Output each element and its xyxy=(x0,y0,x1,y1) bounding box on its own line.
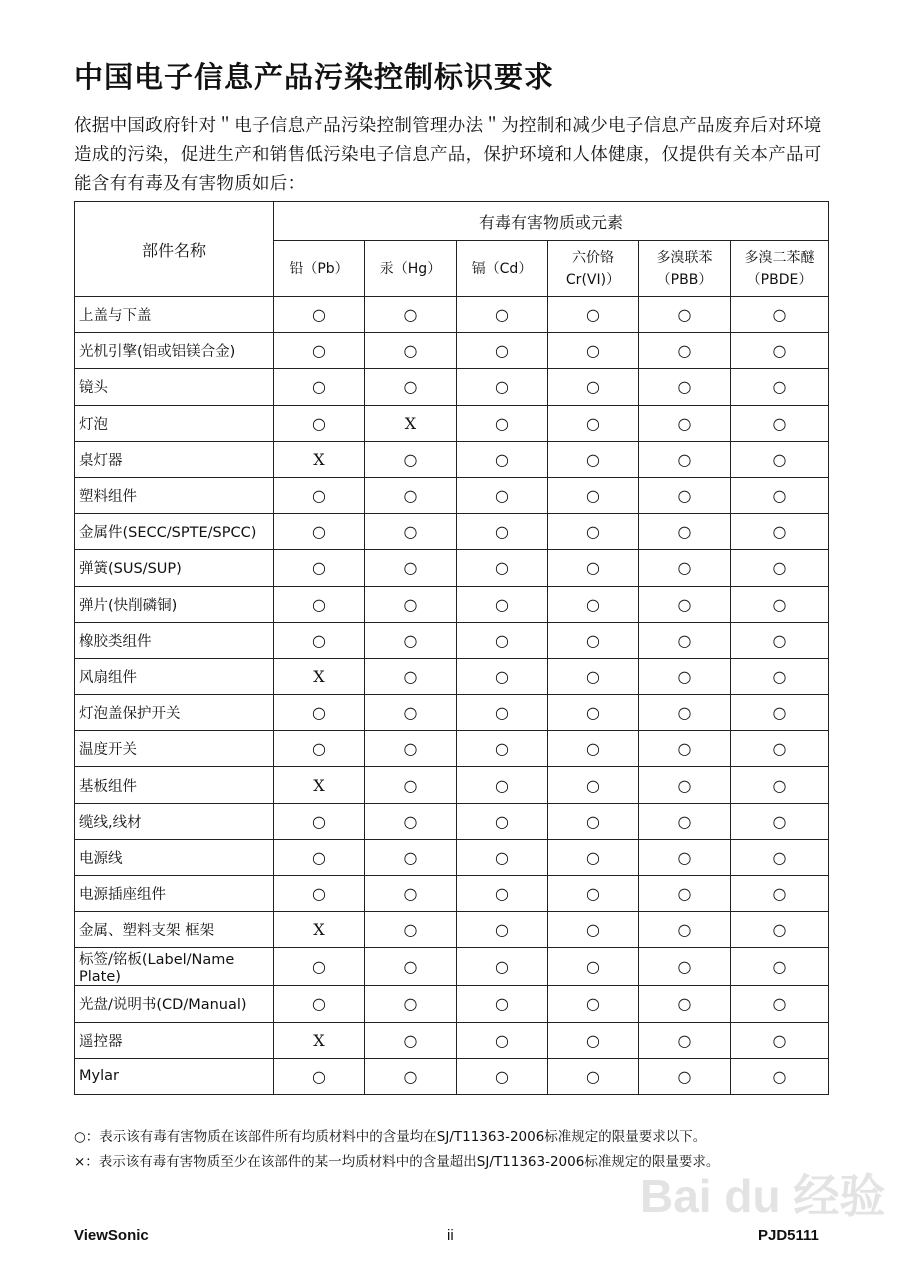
substance-cell: ○ xyxy=(274,477,365,513)
substance-cell: ○ xyxy=(365,876,457,912)
substance-cell: ○ xyxy=(365,948,457,986)
substance-cell: ○ xyxy=(457,986,548,1022)
substance-cell: ○ xyxy=(274,297,365,333)
part-name: 上盖与下盖 xyxy=(75,297,274,333)
substance-cell: ○ xyxy=(548,441,639,477)
substance-cell: ○ xyxy=(639,405,731,441)
substance-cell: ○ xyxy=(457,695,548,731)
substance-cell: ○ xyxy=(639,767,731,803)
substance-cell: ○ xyxy=(639,1022,731,1058)
table-row xyxy=(75,333,829,369)
substance-cell: ○ xyxy=(457,1058,548,1094)
substance-cell: ○ xyxy=(365,297,457,333)
table-row xyxy=(75,297,829,333)
part-name: 金属件(SECC/SPTE/SPCC) xyxy=(75,514,274,550)
table-row xyxy=(75,695,829,731)
substance-cell: ○ xyxy=(457,803,548,839)
substance-cell: ○ xyxy=(365,622,457,658)
column-header xyxy=(639,241,731,297)
substance-cell: ○ xyxy=(457,622,548,658)
column-header xyxy=(457,241,548,297)
table-row xyxy=(75,731,829,767)
substance-cell: X xyxy=(274,912,365,948)
substance-cell: ○ xyxy=(365,1022,457,1058)
substance-cell: ○ xyxy=(639,550,731,586)
substance-cell: X xyxy=(274,767,365,803)
substance-cell: ○ xyxy=(731,948,829,986)
substance-cell: ○ xyxy=(365,441,457,477)
table-row xyxy=(75,441,829,477)
substance-cell: ○ xyxy=(457,550,548,586)
part-name: 光盘/说明书(CD/Manual) xyxy=(75,986,274,1022)
substance-cell: ○ xyxy=(365,514,457,550)
part-name: 风扇组件 xyxy=(75,658,274,694)
substance-cell: ○ xyxy=(548,948,639,986)
substance-cell: ○ xyxy=(274,622,365,658)
substance-cell: ○ xyxy=(731,803,829,839)
part-name: 光机引擎(铝或铝镁合金) xyxy=(75,333,274,369)
table-row xyxy=(75,369,829,405)
table-row xyxy=(75,876,829,912)
table-row xyxy=(75,948,829,986)
note-circle: ○：表示该有毒有害物质在该部件所有均质材料中的含量均在SJ/T11363-2006标准规定的限量要求以下。 xyxy=(74,1129,707,1145)
substance-cell: ○ xyxy=(639,586,731,622)
substance-cell: ○ xyxy=(365,658,457,694)
table-row xyxy=(75,477,829,513)
substance-cell: ○ xyxy=(457,297,548,333)
substance-cell: ○ xyxy=(365,586,457,622)
part-name: 弹簧(SUS/SUP) xyxy=(75,550,274,586)
substance-cell: ○ xyxy=(548,477,639,513)
footer-page-number: ii xyxy=(447,1227,454,1244)
substance-cell: ○ xyxy=(639,369,731,405)
part-name: 弹片(快削磷铜) xyxy=(75,586,274,622)
substance-cell: ○ xyxy=(639,731,731,767)
substance-cell: ○ xyxy=(274,803,365,839)
substance-cell: ○ xyxy=(731,297,829,333)
substance-cell: ○ xyxy=(639,839,731,875)
substance-cell: ○ xyxy=(731,441,829,477)
substance-cell: ○ xyxy=(457,514,548,550)
substance-cell: ○ xyxy=(639,948,731,986)
substance-cell: ○ xyxy=(731,550,829,586)
substance-cell: ○ xyxy=(457,658,548,694)
substance-cell: ○ xyxy=(365,333,457,369)
part-name: 灯泡盖保护开关 xyxy=(75,695,274,731)
substance-cell: ○ xyxy=(457,839,548,875)
column-header-line: （PBDE） xyxy=(746,271,813,288)
substance-cell: ○ xyxy=(731,477,829,513)
substance-cell: ○ xyxy=(365,912,457,948)
substance-cell: ○ xyxy=(639,803,731,839)
hazardous-substances-table xyxy=(74,201,829,1095)
table-row xyxy=(75,912,829,948)
substance-cell: ○ xyxy=(457,767,548,803)
substance-group-header: 有毒有害物质或元素 xyxy=(274,202,829,241)
substance-cell: ○ xyxy=(731,586,829,622)
substance-cell: ○ xyxy=(548,405,639,441)
part-name: 桌灯器 xyxy=(75,441,274,477)
substance-cell: ○ xyxy=(548,297,639,333)
part-name: 橡胶类组件 xyxy=(75,622,274,658)
substance-cell: ○ xyxy=(365,767,457,803)
substance-cell: ○ xyxy=(731,986,829,1022)
substance-cell: ○ xyxy=(548,333,639,369)
part-name: 电源插座组件 xyxy=(75,876,274,912)
column-header-line: 铅（Pb） xyxy=(289,260,349,277)
substance-cell: ○ xyxy=(274,948,365,986)
substance-cell: ○ xyxy=(457,369,548,405)
substance-cell: ○ xyxy=(274,333,365,369)
page-title: 中国电子信息产品污染控制标识要求 xyxy=(74,60,555,94)
substance-cell: ○ xyxy=(365,1058,457,1094)
table-row xyxy=(75,839,829,875)
part-name: 温度开关 xyxy=(75,731,274,767)
substance-cell: ○ xyxy=(457,948,548,986)
column-header xyxy=(274,241,365,297)
column-header xyxy=(365,241,457,297)
substance-cell: ○ xyxy=(639,695,731,731)
table-row xyxy=(75,658,829,694)
part-name: 遥控器 xyxy=(75,1022,274,1058)
footer-model: PJD5111 xyxy=(758,1227,819,1244)
substance-cell: ○ xyxy=(731,767,829,803)
substance-cell: ○ xyxy=(639,876,731,912)
substance-cell: ○ xyxy=(274,586,365,622)
substance-cell: ○ xyxy=(731,514,829,550)
substance-cell: ○ xyxy=(457,876,548,912)
table-row xyxy=(75,986,829,1022)
substance-cell: ○ xyxy=(639,514,731,550)
substance-cell: ○ xyxy=(365,550,457,586)
substance-cell: ○ xyxy=(457,731,548,767)
column-header-line: 多溴二苯醚 xyxy=(744,249,815,266)
part-name: 电源线 xyxy=(75,839,274,875)
column-header-line: Cr(VI)） xyxy=(565,271,621,288)
substance-cell: ○ xyxy=(639,1058,731,1094)
substance-cell: ○ xyxy=(548,514,639,550)
substance-cell: ○ xyxy=(274,369,365,405)
note-cross: ×：表示该有毒有害物质至少在该部件的某一均质材料中的含量超出SJ/T11363-2006标准规定的限量要求。 xyxy=(74,1154,720,1170)
substance-cell: ○ xyxy=(548,731,639,767)
substance-cell: ○ xyxy=(731,658,829,694)
footer-brand: ViewSonic xyxy=(74,1227,149,1244)
substance-cell: ○ xyxy=(274,876,365,912)
substance-cell: ○ xyxy=(274,514,365,550)
substance-cell: ○ xyxy=(731,876,829,912)
substance-cell: ○ xyxy=(548,586,639,622)
substance-cell: ○ xyxy=(548,803,639,839)
column-header-line: 六价铬 xyxy=(572,249,614,266)
substance-cell: ○ xyxy=(365,839,457,875)
substance-cell: ○ xyxy=(365,695,457,731)
table-row xyxy=(75,767,829,803)
column-header-line: （PBB） xyxy=(656,271,713,288)
substance-cell: ○ xyxy=(639,912,731,948)
substance-cell: ○ xyxy=(548,622,639,658)
substance-cell: ○ xyxy=(731,1022,829,1058)
substance-cell: ○ xyxy=(274,405,365,441)
substance-cell: ○ xyxy=(639,986,731,1022)
substance-cell: ○ xyxy=(731,912,829,948)
substance-cell: ○ xyxy=(365,986,457,1022)
column-header-line: 镉（Cd） xyxy=(471,260,533,277)
substance-cell: ○ xyxy=(457,405,548,441)
substance-cell: X xyxy=(365,405,457,441)
substance-cell: X xyxy=(274,658,365,694)
table-row xyxy=(75,405,829,441)
part-name: 基板组件 xyxy=(75,767,274,803)
substance-cell: X xyxy=(274,441,365,477)
substance-cell: ○ xyxy=(274,695,365,731)
substance-cell: ○ xyxy=(548,658,639,694)
part-name: 镜头 xyxy=(75,369,274,405)
column-header xyxy=(731,241,829,297)
substance-cell: ○ xyxy=(548,695,639,731)
part-name: 塑料组件 xyxy=(75,477,274,513)
substance-cell: ○ xyxy=(548,912,639,948)
part-name: 灯泡 xyxy=(75,405,274,441)
substance-cell: ○ xyxy=(731,333,829,369)
substance-cell: X xyxy=(274,1022,365,1058)
substance-cell: ○ xyxy=(274,839,365,875)
substance-cell: ○ xyxy=(548,767,639,803)
part-name: Mylar xyxy=(75,1058,274,1094)
intro-paragraph: 依据中国政府针对＂电子信息产品污染控制管理办法＂为控制和减少电子信息产品废弃后对环境造成的污染，促进生产和销售低污染电子信息产品，保护环境和人体健康，仅提供有关本产品可能含有有毒及有害物质如后： xyxy=(74,116,822,194)
table-row xyxy=(75,1058,829,1094)
substance-cell: ○ xyxy=(548,839,639,875)
table-row xyxy=(75,803,829,839)
table-row xyxy=(75,514,829,550)
substance-cell: ○ xyxy=(548,1058,639,1094)
part-name: 缆线,线材 xyxy=(75,803,274,839)
substance-cell: ○ xyxy=(457,586,548,622)
table-row xyxy=(75,586,829,622)
part-name: 标签/铭板(Label/Name Plate) xyxy=(75,948,274,986)
substance-cell: ○ xyxy=(365,369,457,405)
substance-cell: ○ xyxy=(548,986,639,1022)
table-row xyxy=(75,550,829,586)
substance-cell: ○ xyxy=(639,477,731,513)
substance-cell: ○ xyxy=(274,1058,365,1094)
substance-cell: ○ xyxy=(365,731,457,767)
substance-cell: ○ xyxy=(731,622,829,658)
table-row xyxy=(75,1022,829,1058)
substance-cell: ○ xyxy=(365,477,457,513)
substance-cell: ○ xyxy=(548,876,639,912)
substance-cell: ○ xyxy=(639,658,731,694)
substance-cell: ○ xyxy=(548,550,639,586)
substance-cell: ○ xyxy=(731,839,829,875)
part-name-header: 部件名称 xyxy=(75,202,274,297)
substance-cell: ○ xyxy=(731,695,829,731)
substance-cell: ○ xyxy=(274,731,365,767)
substance-cell: ○ xyxy=(731,369,829,405)
substance-cell: ○ xyxy=(639,441,731,477)
substance-cell: ○ xyxy=(274,986,365,1022)
substance-cell: ○ xyxy=(731,405,829,441)
substance-cell: ○ xyxy=(457,1022,548,1058)
substance-cell: ○ xyxy=(457,333,548,369)
substance-cell: ○ xyxy=(274,550,365,586)
watermark-logo: Bai du 经验 xyxy=(640,1170,886,1222)
substance-cell: ○ xyxy=(457,912,548,948)
substance-cell: ○ xyxy=(639,622,731,658)
table-row xyxy=(75,622,829,658)
substance-cell: ○ xyxy=(548,369,639,405)
column-header-line: 汞（Hg） xyxy=(379,260,442,277)
substance-cell: ○ xyxy=(365,803,457,839)
part-name: 金属、塑料支架 框架 xyxy=(75,912,274,948)
substance-cell: ○ xyxy=(639,333,731,369)
substance-cell: ○ xyxy=(731,1058,829,1094)
substance-cell: ○ xyxy=(457,441,548,477)
substance-cell: ○ xyxy=(548,1022,639,1058)
substance-cell: ○ xyxy=(457,477,548,513)
column-header-line: 多溴联苯 xyxy=(656,249,713,266)
substance-cell: ○ xyxy=(731,731,829,767)
column-header xyxy=(548,241,639,297)
substance-cell: ○ xyxy=(639,297,731,333)
